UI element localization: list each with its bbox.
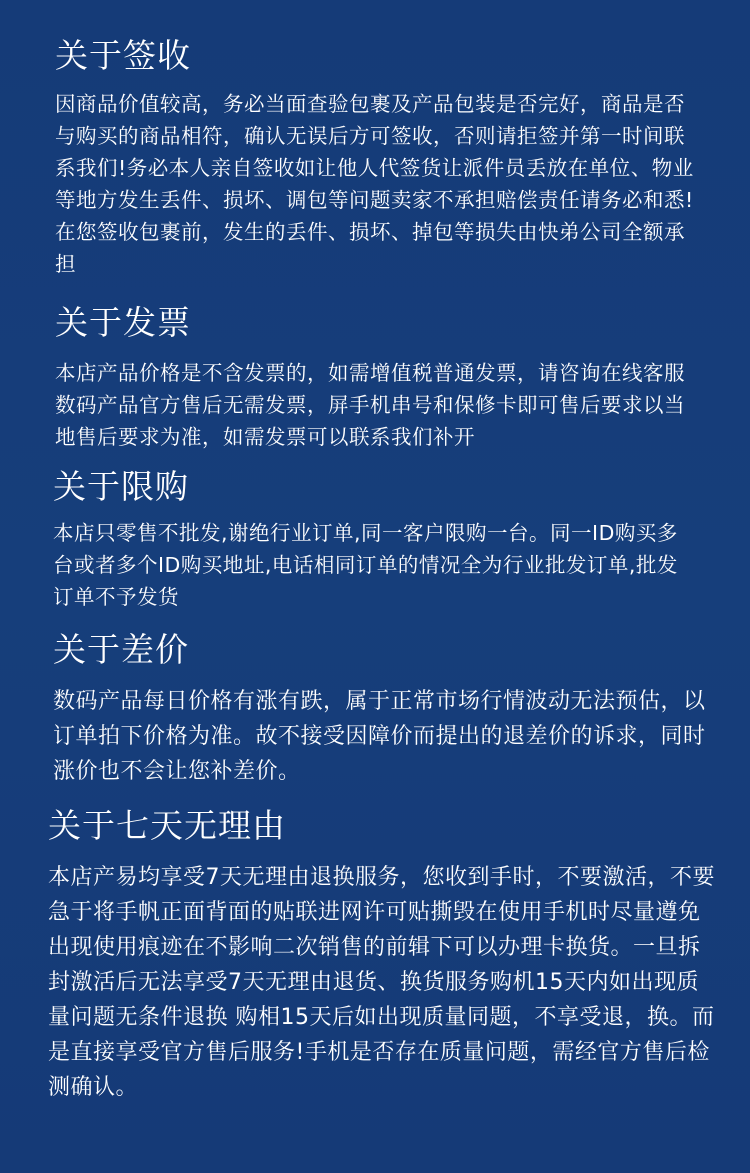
section-title: 关于差价 <box>53 630 189 669</box>
section-price-difference <box>0 630 750 789</box>
section-body: 数码产品每日价格有涨有跌，属于正常市场行情波动无法预估，以订单拍下价格为准。故不接受因障价而提出的退差价的诉求，同时涨价也不会让您补差价。 <box>53 689 706 784</box>
section-seven-day-return <box>0 806 750 1105</box>
section-body: 本店只零售不批发,谢绝行业订单,同一客户限购一台。同一ID购买多台或者多个ID购买地址,电话相同订单的情况全为行业批发订单,批发订单不予发货 <box>53 521 678 609</box>
section-title: 关于签收 <box>55 36 191 75</box>
section-purchase-limit <box>0 467 750 613</box>
section-body: 本店产品价格是不含发票的，如需增值税普通发票，请咨询在线客服数码产品官方售后无需发票，屏手机串号和保修卡即可售后要求以当地售后要求为准，如需发票可以联系我们补开 <box>55 361 685 449</box>
section-title: 关于发票 <box>55 303 191 342</box>
section-invoice <box>0 303 750 453</box>
section-sign-for <box>0 36 750 280</box>
section-title: 关于限购 <box>53 467 189 506</box>
section-body: 本店产易均享受7天无理由退换服务，您收到手时，不要激活，不要急于将手帆正面背面的贴联进网许可贴撕毁在使用手机时尽量遵免出现使用痕迹在不影响二次销售的前辑下可以办理卡换货。一旦拆封激活后无法享受7天无理由退货、换货服务购机15天内如出现质量问题无条件退换 购相15天后如出现质量同题，不享受退，换。而是直接享受官方售后服务!手机是否存在质量问题，需经官方售后检测确认。 <box>48 865 715 1100</box>
section-body: 因商品价值较高，务必当面查验包裹及产品包装是否完好，商品是否与购买的商品相符，确认无误后方可签收，否则请拒签并第一时间联系我们!务必本人亲自签收如让他人代签货让派件员丢放在单位、物业等地方发生丢件、损坏、调包等问题卖家不承担赔偿责任请务必和悉!在您签收包裹前，发生的丢件、损坏、掉包等损失由快弟公司全额承担 <box>55 92 694 276</box>
section-title: 关于七天无理由 <box>48 806 286 845</box>
